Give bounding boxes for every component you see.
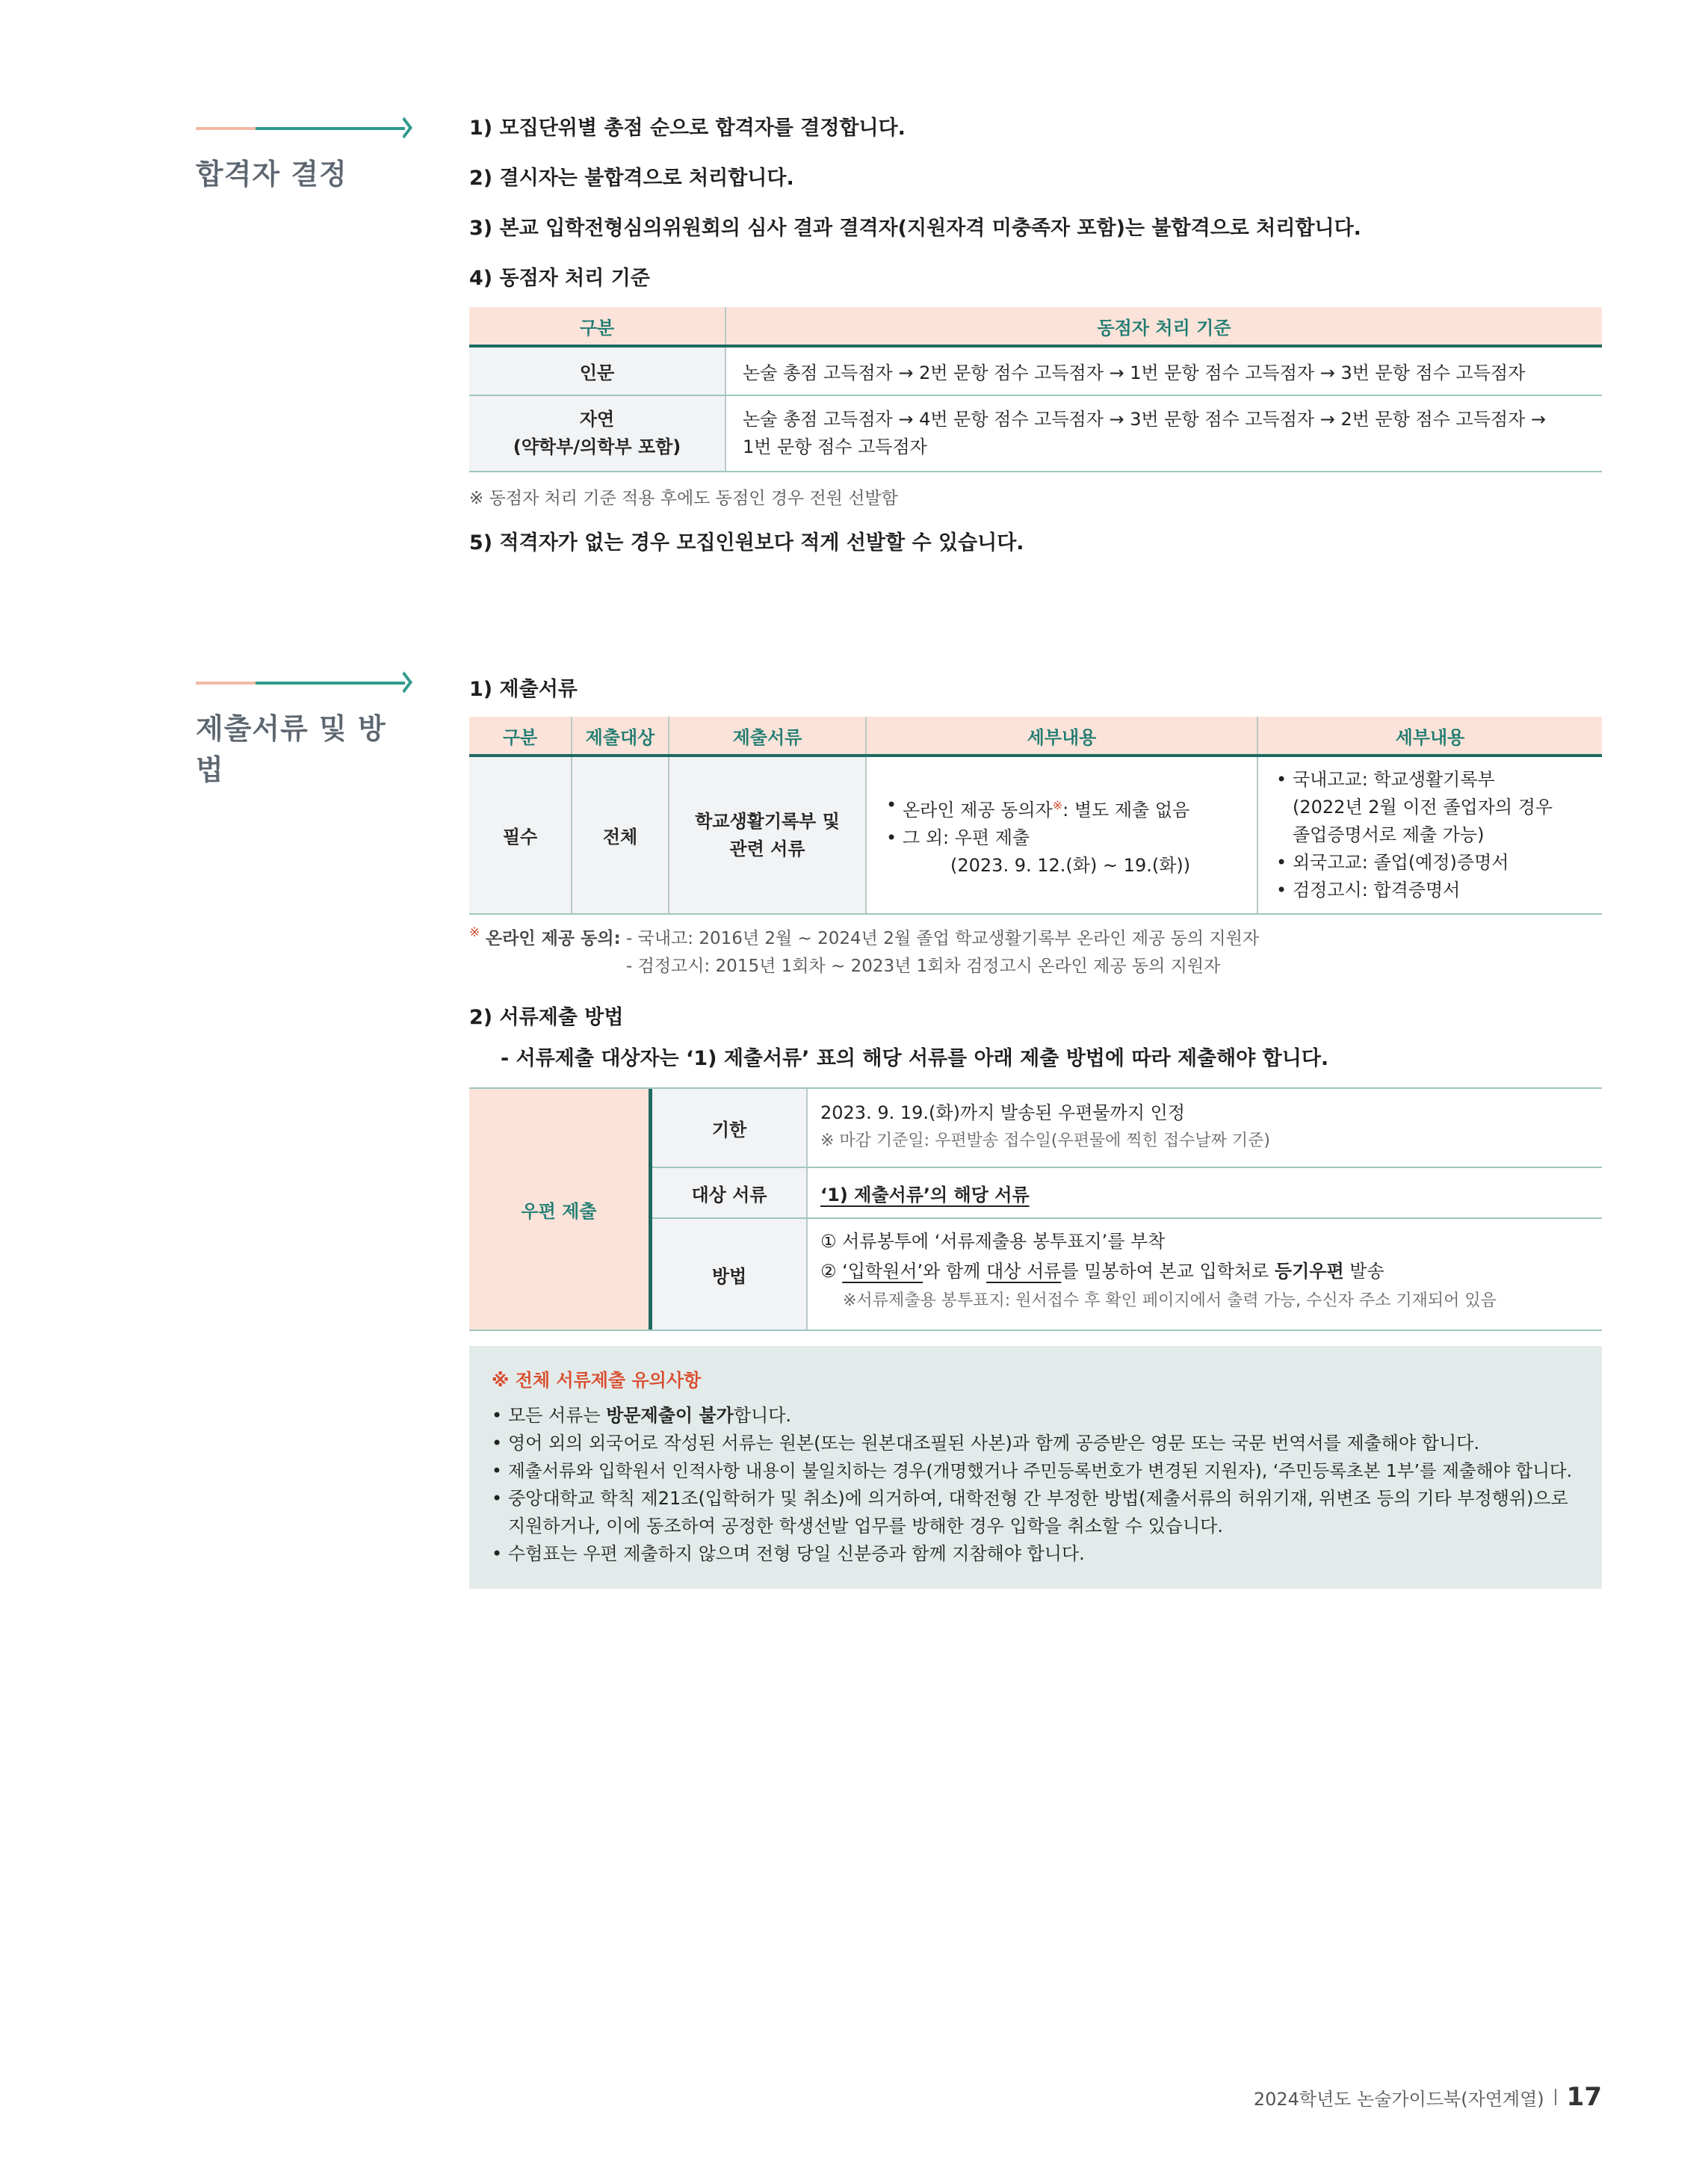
section-documents-content	[469, 675, 1602, 1589]
page-number: 17	[1566, 2082, 1602, 2112]
list-item: • 영어 외의 외국어로 작성된 서류는 원본(또는 원본대조필된 사본)과 함께 공증받은 영문 또는 국문 번역서를 제출해야 합니다.	[492, 1430, 1579, 1457]
row-label: 인문	[469, 346, 725, 395]
docs-cell: 학교생활기록부 및	[695, 810, 840, 832]
result-item-5: 5) 적격자가 없는 경우 모집인원보다 적게 선발할 수 있습니다.	[469, 531, 1024, 555]
section-header-documents	[196, 676, 412, 788]
row-label-sub: (약학부/의학부 포함)	[513, 436, 681, 457]
target-docs-cell: ‘1) 제출서류’의 해당 서류	[820, 1185, 1030, 1205]
section-result-content	[469, 114, 1602, 558]
method-cell: ① 서류봉투에 ‘서류제출용 봉투표지’를 부착 ② ‘입학원서’와 함께 대상 서류를 밀봉하여 본교 입학처로 등기우편 발송 ※서류제출용 봉투표지: 원서접수 후 확인 페이지에서 출력 가능, 수신자 주소 기재되어 있음	[820, 1231, 1497, 1310]
target-cell: 전체	[572, 756, 669, 914]
table-header: 구분	[469, 717, 572, 756]
section-title: 제출서류 및 방법	[196, 712, 386, 786]
row-text-cont: 1번 문항 점수 고득점자	[743, 436, 927, 457]
table-header: 구분	[469, 307, 725, 346]
table-header: 세부내용	[1257, 717, 1602, 756]
deadline-cell: 2023. 9. 19.(화)까지 발송된 우편물까지 인정 ※ 마감 기준일: 우편발송 접수일(우편물에 찍힌 접수날짜 기준)	[820, 1102, 1271, 1150]
list-item: • 중앙대학교 학칙 제21조(입학허가 및 취소)에 의거하여, 대학전형 간 부정한 방법(제출서류의 허위기재, 위변조 등의 기타 부정행위)으로	[492, 1485, 1579, 1513]
list-item-cont: (2022년 2월 이전 졸업자의 경우	[1293, 797, 1553, 818]
documents-method-desc: - 서류제출 대상자는 ‘1) 제출서류’ 표의 해당 서류를 아래 제출 방법에 따라 제출해야 합니다.	[501, 1047, 1329, 1070]
section-title: 합격자 결정	[196, 158, 347, 191]
table-header: 동점자 처리 기준	[725, 307, 1602, 346]
list-item: • 수험표는 우편 제출하지 않으며 전형 당일 신분증과 함께 지참해야 합니다.	[492, 1540, 1579, 1568]
tie-break-table	[469, 307, 1602, 472]
list-item: • 제출서류와 입학원서 인적사항 내용이 불일치하는 경우(개명했거나 주민등록번호가 변경된 지원자), ‘주민등록초본 1부’를 제출해야 합니다.	[492, 1457, 1579, 1485]
section-divider-arrow-icon	[196, 676, 412, 689]
row-text: 논술 총점 고득점자 → 4번 문항 점수 고득점자 → 3번 문항 점수 고득점자 → 2번 문항 점수 고득점자 →	[743, 409, 1547, 430]
detail-cell-1	[866, 756, 1257, 914]
caution-title: ※ 전체 서류제출 유의사항	[492, 1370, 702, 1391]
row-label: 자연	[579, 409, 615, 430]
section-header-result	[196, 121, 412, 192]
result-item-1: 1) 모집단위별 총점 순으로 합격자를 결정합니다.	[469, 117, 906, 140]
page-footer	[1254, 2082, 1602, 2112]
list-item: • 검정고시: 합격증명서	[1276, 877, 1601, 904]
footer-title: 2024학년도 논술가이드북(자연계열)	[1253, 2088, 1544, 2110]
list-item-cont: 졸업증명서로 제출 가능)	[1293, 824, 1485, 845]
list-item: • 온라인 제공 동의자※: 별도 제출 없음	[886, 791, 1256, 824]
table-header: 제출서류	[669, 717, 866, 756]
online-consent-note: ※ 온라인 제공 동의: - 국내고: 2016년 2월 ~ 2024년 2월 졸업 학교생활기록부 온라인 제공 동의 지원자 - 검정고시: 2015년 1회차 ~ 2023년 1회차 검정고시 온라인 제공 동의 지원자	[469, 925, 1260, 976]
type-cell: 필수	[469, 756, 572, 914]
table-row	[469, 346, 1602, 395]
section-divider-arrow-icon	[196, 121, 412, 135]
list-item: • 국내고교: 학교생활기록부	[1276, 766, 1601, 794]
caution-box	[469, 1346, 1602, 1589]
list-item: • 외국고교: 졸업(예정)증명서	[1276, 849, 1601, 877]
target-docs-label: 대상 서류	[652, 1168, 806, 1217]
table-header: 제출대상	[572, 717, 669, 756]
documents-subtitle-2: 2) 서류제출 방법	[469, 1006, 624, 1029]
table-row	[469, 395, 1602, 472]
method-label: 방법	[652, 1219, 806, 1330]
table-header: 세부내용	[866, 717, 1257, 756]
result-item-2: 2) 결시자는 불합격으로 처리합니다.	[469, 167, 794, 190]
result-item-4: 4) 동점자 처리 기준	[469, 267, 650, 290]
mail-submission-table	[469, 1087, 1602, 1331]
docs-cell-cont: 관련 서류	[729, 838, 805, 859]
table-row	[469, 756, 1602, 914]
row-text: 논술 총점 고득점자 → 2번 문항 점수 고득점자 → 1번 문항 점수 고득점자 → 3번 문항 점수 고득점자	[725, 346, 1602, 395]
detail-cell-2	[1257, 756, 1602, 914]
list-item-date: (2023. 9. 12.(화) ~ 19.(화))	[950, 854, 1191, 876]
mail-label: 우편 제출	[469, 1089, 649, 1330]
deadline-label: 기한	[652, 1089, 806, 1167]
documents-subtitle-1: 1) 제출서류	[469, 678, 578, 701]
documents-table	[469, 717, 1602, 915]
tie-break-note: ※ 동점자 처리 기준 적용 후에도 동점인 경우 전원 선발함	[469, 489, 898, 508]
list-item: • 모든 서류는 방문제출이 불가합니다.	[492, 1402, 1579, 1430]
list-item: • 그 외: 우편 제출	[886, 824, 1256, 852]
list-item-cont: 지원하거나, 이에 동조하여 공정한 학생선발 업무를 방해한 경우 입학을 취소할 수 있습니다.	[508, 1516, 1223, 1537]
result-item-3: 3) 본교 입학전형심의위원회의 심사 결과 결격자(지원자격 미충족자 포함)는 불합격으로 처리합니다.	[469, 217, 1361, 240]
